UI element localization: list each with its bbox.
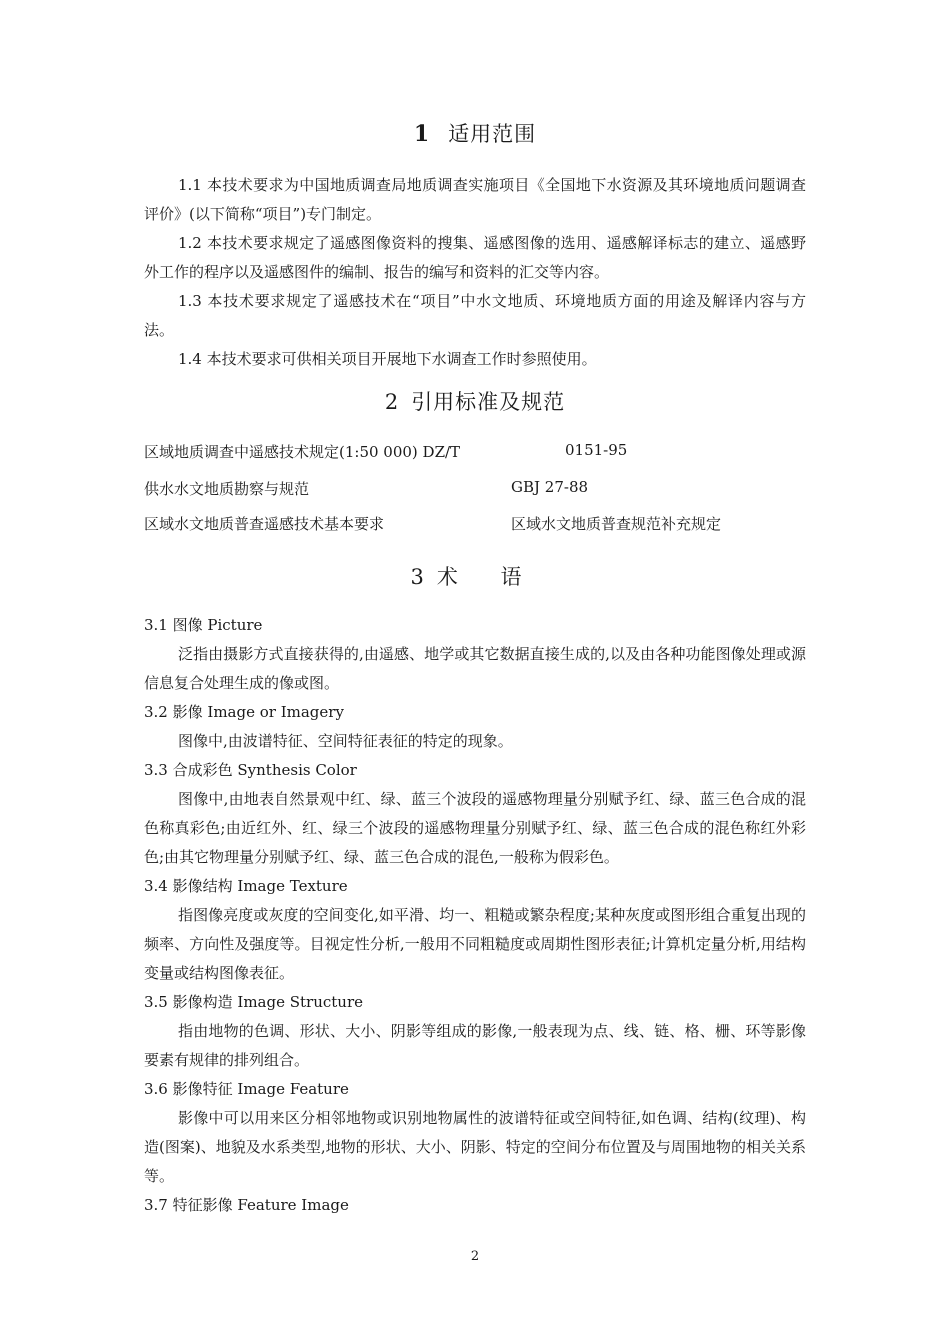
section-2-title: 引用标准及规范 [411,390,566,414]
reference-row [144,478,806,500]
section-1-heading [144,118,806,148]
reference-name: 区域地质调查中遥感技术规定(1:50 000) DZ/T [144,443,461,461]
term-heading-3-2: 3.2 影像 Image or Imagery [144,703,344,721]
paragraph-1-2: 1.2 本技术要求规定了遥感图像资料的搜集、遥感图像的选用、遥感解译标志的建立、遥感野外工作的程序以及遥感图件的编制、报告的编写和资料的汇交等内容。 [144,234,806,281]
section-3-body [144,611,806,1220]
section-2-heading [144,386,806,416]
term-definition-3-4: 指图像亮度或灰度的空间变化,如平滑、均一、粗糙或繁杂程度;某种灰度或图形组合重复出现的频率、方向性及强度等。目视定性分析,一般用不同粗糙度或周期性图形表征;计算机定量分析,用结构变量或结构图像表征。 [144,906,806,982]
section-1-title: 适用范围 [448,122,537,146]
term-definition-3-6: 影像中可以用来区分相邻地物或识别地物属性的波谱特征或空间特征,如色调、结构(纹理)、构造(图案)、地貌及水系类型,地物的形状、大小、阴影、特定的空间分布位置及与周围地物的相关关系等。 [144,1109,806,1185]
section-1-body [144,171,806,374]
reference-row [144,513,806,535]
section-2-number: 2 [384,390,400,414]
term-definition-3-2: 图像中,由波谱特征、空间特征表征的特定的现象。 [178,732,513,750]
reference-name: 供水水文地质勘察与规范 [144,480,310,498]
term-heading-3-3: 3.3 合成彩色 Synthesis Color [144,761,357,779]
term-heading-3-1: 3.1 图像 Picture [144,616,263,634]
reference-name: 区域水文地质普查遥感技术基本要求 [144,515,385,533]
reference-code: GBJ 27-88 [511,478,589,496]
paragraph-1-3: 1.3 本技术要求规定了遥感技术在“项目”中水文地质、环境地质方面的用途及解译内容与方法。 [144,292,806,339]
term-heading-3-6: 3.6 影像特征 Image Feature [144,1080,349,1098]
page-number: 2 [470,1249,480,1264]
reference-row [144,441,806,463]
term-definition-3-1: 泛指由摄影方式直接获得的,由遥感、地学或其它数据直接生成的,以及由各种功能图像处理或源信息复合处理生成的像或图。 [144,645,806,692]
term-heading-3-7: 3.7 特征影像 Feature Image [144,1196,349,1214]
term-definition-3-3: 图像中,由地表自然景观中红、绿、蓝三个波段的遥感物理量分别赋予红、绿、蓝三色合成的混色称真彩色;由近红外、红、绿三个波段的遥感物理量分别赋予红、绿、蓝三色合成的混色称红外彩色;由其它物理量分别赋予红、绿、蓝三色合成的混色,一般称为假彩色。 [144,790,806,866]
section-3-heading [144,561,806,591]
section-3-number: 3 [410,565,425,589]
term-heading-3-5: 3.5 影像构造 Image Structure [144,993,364,1011]
section-1-number: 1 [413,121,431,147]
paragraph-1-4: 1.4 本技术要求可供相关项目开展地下水调查工作时参照使用。 [178,350,597,368]
reference-code: 区域水文地质普查规范补充规定 [511,515,722,533]
paragraph-1-1: 1.1 本技术要求为中国地质调查局地质调查实施项目《全国地下水资源及其环境地质问题调查评价》(以下简称“项目”)专门制定。 [144,176,806,223]
term-definition-3-5: 指由地物的色调、形状、大小、阴影等组成的影像,一般表现为点、线、链、格、栅、环等影像要素有规律的排列组合。 [144,1022,806,1069]
section-3-title: 术 语 [436,565,540,589]
reference-code: 0151-95 [565,441,628,459]
term-heading-3-4: 3.4 影像结构 Image Texture [144,877,348,895]
